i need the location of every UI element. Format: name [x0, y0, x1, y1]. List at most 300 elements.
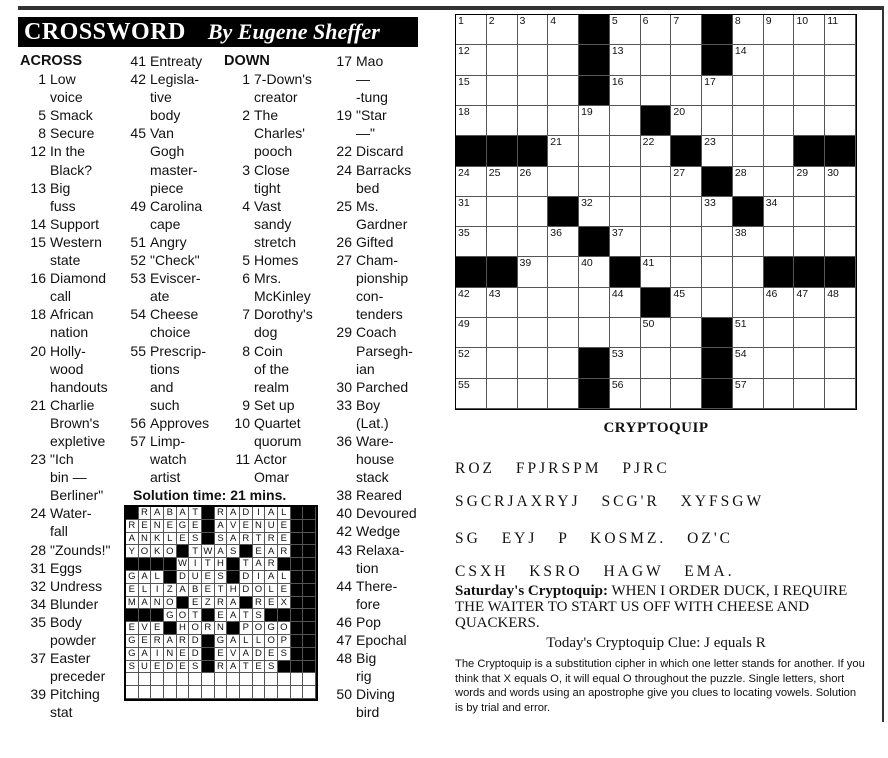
solution-cell: I — [253, 507, 266, 520]
grid-cell[interactable] — [733, 15, 764, 45]
grid-cell[interactable] — [702, 76, 733, 106]
grid-cell[interactable] — [825, 227, 856, 257]
grid-cell[interactable] — [487, 379, 518, 409]
clue-text: Berliner" — [50, 487, 104, 504]
clue-text: Charlie — [50, 396, 95, 413]
grid-cell[interactable] — [733, 167, 764, 197]
clue-column — [20, 52, 120, 721]
grid-cell[interactable] — [641, 45, 672, 75]
clue-text: Mao — [356, 53, 384, 69]
grid-cell[interactable] — [702, 106, 733, 136]
clue-text: bed — [356, 179, 380, 196]
clue-number: 26 — [336, 233, 352, 250]
grid-cell[interactable] — [825, 197, 856, 227]
grid-cell[interactable] — [579, 136, 610, 166]
clue-number — [224, 378, 254, 396]
clue-line — [326, 450, 426, 468]
solution-cell — [265, 673, 278, 686]
grid-cell[interactable] — [825, 167, 856, 197]
grid-cell[interactable] — [794, 379, 825, 409]
clue-line — [20, 70, 120, 88]
clue-line — [326, 323, 426, 341]
grid-cell[interactable] — [764, 136, 795, 166]
grid-cell[interactable] — [671, 227, 702, 257]
clue-text: and — [150, 378, 174, 395]
solution-black-cell — [202, 533, 215, 546]
solution-black-cell — [240, 545, 253, 558]
solution-cell: O — [164, 597, 177, 610]
solution-cell: A — [265, 545, 278, 558]
grid-cell[interactable] — [671, 379, 702, 409]
solution-black-cell — [303, 597, 316, 610]
down-header: DOWN — [224, 53, 270, 69]
clue-number — [326, 450, 356, 468]
clue-text: ate — [150, 288, 170, 305]
clue-line — [20, 667, 120, 685]
clue-number — [326, 414, 356, 432]
grid-cell[interactable] — [518, 106, 549, 136]
grid-cell[interactable] — [671, 15, 702, 45]
grid-cell[interactable] — [518, 227, 549, 257]
grid-black-cell — [579, 227, 610, 257]
grid-cell[interactable] — [456, 348, 487, 378]
grid-cell[interactable] — [518, 167, 549, 197]
grid-cell[interactable] — [456, 106, 487, 136]
clue-number — [20, 414, 50, 432]
solution-cell — [151, 686, 164, 699]
grid-cell[interactable] — [487, 76, 518, 106]
solution-cell: M — [126, 597, 139, 610]
grid-cell[interactable] — [610, 76, 641, 106]
solution-cell: E — [164, 520, 177, 533]
clue-line — [20, 215, 120, 233]
grid-cell[interactable] — [548, 318, 579, 348]
grid-cell[interactable] — [794, 288, 825, 318]
grid-cell[interactable] — [825, 379, 856, 409]
clue-number: 48 — [336, 650, 352, 667]
grid-cell-number: 13 — [611, 45, 624, 58]
clue-number — [20, 161, 50, 179]
clue-number — [20, 88, 50, 106]
grid-cell[interactable] — [548, 15, 579, 45]
grid-cell[interactable] — [548, 348, 579, 378]
grid-cell[interactable] — [764, 379, 795, 409]
solution-cell: D — [189, 648, 202, 661]
solution-cell: A — [227, 661, 240, 674]
clue-line — [326, 486, 426, 504]
grid-black-cell — [456, 257, 487, 287]
grid-cell-number: 49 — [458, 318, 470, 331]
grid-cell[interactable] — [610, 318, 641, 348]
solution-black-cell — [291, 648, 304, 661]
solution-cell: T — [189, 545, 202, 558]
solution-black-cell — [278, 558, 291, 571]
solution-cell: A — [227, 635, 240, 648]
grid-cell[interactable] — [487, 288, 518, 318]
grid-cell[interactable] — [487, 167, 518, 197]
clue-text: state — [50, 252, 81, 269]
grid-cell[interactable] — [610, 136, 641, 166]
clue-line — [20, 88, 120, 106]
grid-cell[interactable] — [610, 288, 641, 318]
solution-black-cell — [291, 622, 304, 635]
grid-cell[interactable] — [794, 45, 825, 75]
grid-cell[interactable] — [794, 106, 825, 136]
grid-cell-number: 2 — [488, 15, 495, 27]
clue-number — [224, 233, 254, 251]
solution-cell: R — [240, 533, 253, 546]
grid-cell[interactable] — [548, 227, 579, 257]
clue-line — [120, 414, 220, 432]
grid-cell[interactable] — [518, 348, 549, 378]
grid-cell[interactable] — [764, 288, 795, 318]
solution-cell: A — [265, 571, 278, 584]
grid-cell-number: 4 — [550, 15, 557, 27]
grid-cell[interactable] — [794, 348, 825, 378]
grid-cell[interactable] — [548, 257, 579, 287]
grid-cell[interactable] — [764, 45, 795, 75]
clue-text: fuss — [50, 197, 76, 214]
grid-cell-number: 30 — [827, 166, 839, 179]
clue-line — [326, 649, 426, 667]
solution-black-cell — [291, 545, 304, 558]
grid-cell[interactable] — [548, 288, 579, 318]
grid-cell[interactable] — [456, 15, 487, 45]
clue-line — [20, 360, 120, 378]
grid-cell[interactable] — [733, 257, 764, 287]
answer-label: Saturday's Cryptoquip: — [455, 583, 608, 599]
grid-cell-number: 34 — [765, 196, 778, 209]
clue-line — [326, 631, 426, 649]
clue-line — [20, 703, 120, 721]
grid-cell[interactable] — [518, 76, 549, 106]
solution-cell: G — [177, 520, 190, 533]
grid-cell[interactable] — [456, 197, 487, 227]
clue-line — [326, 685, 426, 703]
grid-cell[interactable] — [579, 106, 610, 136]
grid-cell[interactable] — [764, 348, 795, 378]
clue-text: cape — [150, 215, 181, 232]
clue-text: Big — [50, 179, 71, 196]
clue-number — [120, 360, 150, 378]
grid-cell[interactable] — [794, 167, 825, 197]
solution-cell: E — [240, 520, 253, 533]
grid-cell[interactable] — [579, 167, 610, 197]
clue-line — [326, 595, 426, 613]
clue-line — [20, 631, 120, 649]
clue-line — [326, 287, 426, 305]
clue-number: 55 — [130, 342, 146, 359]
grid-cell[interactable] — [671, 167, 702, 197]
grid-black-cell — [702, 167, 733, 197]
clue-number — [326, 703, 356, 721]
grid-cell[interactable] — [825, 318, 856, 348]
clue-text: quorum — [254, 432, 302, 449]
clue-text: dog — [254, 324, 278, 341]
grid-cell[interactable] — [671, 348, 702, 378]
clue-number: 50 — [336, 686, 352, 703]
grid-cell[interactable] — [548, 106, 579, 136]
solution-cell: O — [278, 622, 291, 635]
grid-cell[interactable] — [733, 348, 764, 378]
grid-cell[interactable] — [794, 197, 825, 227]
solution-black-cell — [291, 507, 304, 520]
clue-line — [120, 179, 220, 197]
grid-cell[interactable] — [456, 45, 487, 75]
grid-black-cell — [825, 257, 856, 287]
solution-cell: A — [139, 597, 152, 610]
grid-cell[interactable] — [487, 348, 518, 378]
grid-cell[interactable] — [641, 76, 672, 106]
grid-cell[interactable] — [518, 15, 549, 45]
clue-line — [120, 323, 220, 341]
grid-cell-number: 46 — [765, 287, 778, 300]
grid-cell[interactable] — [733, 136, 764, 166]
grid-cell[interactable] — [764, 197, 795, 227]
grid-cell[interactable] — [487, 106, 518, 136]
clue-line — [224, 432, 324, 450]
grid-cell[interactable] — [671, 106, 702, 136]
grid-cell[interactable] — [518, 197, 549, 227]
cryptoquip-line: SG EYJ P KOSMZ. OZ'C — [455, 530, 733, 547]
grid-cell[interactable] — [641, 227, 672, 257]
clue-text: Approves — [150, 414, 210, 431]
clue-text: handouts — [50, 378, 108, 395]
solution-black-cell — [202, 648, 215, 661]
clue-text: stat — [50, 704, 73, 721]
solution-black-cell — [291, 533, 304, 546]
grid-cell-number: 28 — [734, 166, 747, 179]
clue-line — [120, 450, 220, 468]
clue-line — [326, 305, 426, 323]
grid-cell[interactable] — [671, 318, 702, 348]
clue-number: 32 — [30, 577, 46, 594]
solution-cell — [215, 673, 228, 686]
clue-text: Limp- — [150, 432, 186, 449]
grid-cell[interactable] — [610, 15, 641, 45]
grid-cell[interactable] — [487, 227, 518, 257]
clue-line — [326, 613, 426, 631]
grid-cell[interactable] — [794, 227, 825, 257]
solution-cell: Y — [126, 545, 139, 558]
grid-cell[interactable] — [518, 257, 549, 287]
across-header: ACROSS — [20, 53, 83, 69]
solution-cell — [151, 673, 164, 686]
grid-cell[interactable] — [641, 15, 672, 45]
grid-cell[interactable] — [702, 227, 733, 257]
grid-cell[interactable] — [764, 106, 795, 136]
grid-cell[interactable] — [610, 348, 641, 378]
clue-number: 1 — [242, 71, 250, 88]
solution-black-cell — [151, 558, 164, 571]
grid-cell[interactable] — [641, 257, 672, 287]
clue-line — [326, 342, 426, 360]
cryptoquip-clue: Today's Cryptoquip Clue: J equals R — [546, 635, 766, 651]
grid-cell[interactable] — [764, 318, 795, 348]
grid-cell[interactable] — [764, 76, 795, 106]
clue-line — [326, 396, 426, 414]
grid-cell[interactable] — [548, 45, 579, 75]
grid-cell[interactable] — [487, 197, 518, 227]
grid-cell[interactable] — [579, 288, 610, 318]
clue-text: stack — [356, 469, 389, 486]
clue-text: Boy — [356, 396, 381, 413]
solution-cell: E — [253, 661, 266, 674]
clue-line — [326, 269, 426, 287]
grid-cell[interactable] — [579, 318, 610, 348]
grid-cell[interactable] — [579, 197, 610, 227]
grid-cell[interactable] — [456, 227, 487, 257]
grid-cell[interactable] — [610, 197, 641, 227]
solution-black-cell — [303, 571, 316, 584]
grid-cell[interactable] — [794, 15, 825, 45]
clue-line — [326, 667, 426, 685]
grid-cell[interactable] — [733, 318, 764, 348]
clue-text: Prescrip- — [150, 342, 207, 359]
grid-cell[interactable] — [548, 76, 579, 106]
solution-cell: S — [126, 661, 139, 674]
grid-cell[interactable] — [764, 15, 795, 45]
clue-line — [326, 52, 426, 70]
grid-black-cell — [702, 318, 733, 348]
grid-cell[interactable] — [487, 15, 518, 45]
clue-number: 14 — [30, 215, 46, 232]
grid-cell[interactable] — [487, 45, 518, 75]
grid-cell[interactable] — [456, 288, 487, 318]
grid-cell[interactable] — [641, 318, 672, 348]
grid-cell[interactable] — [487, 318, 518, 348]
solution-black-cell — [303, 533, 316, 546]
grid-cell[interactable] — [825, 348, 856, 378]
clue-number: 11 — [235, 451, 250, 468]
grid-cell[interactable] — [702, 136, 733, 166]
grid-cell[interactable] — [548, 379, 579, 409]
grid-cell[interactable] — [671, 197, 702, 227]
solution-cell: X — [278, 597, 291, 610]
grid-cell[interactable] — [764, 227, 795, 257]
grid-cell[interactable] — [579, 257, 610, 287]
grid-cell[interactable] — [456, 379, 487, 409]
grid-black-cell — [548, 197, 579, 227]
grid-cell[interactable] — [641, 379, 672, 409]
clue-number — [326, 269, 356, 287]
grid-cell[interactable] — [702, 257, 733, 287]
solution-black-cell — [291, 558, 304, 571]
clue-line — [224, 269, 324, 287]
grid-cell[interactable] — [610, 227, 641, 257]
grid-cell[interactable] — [733, 76, 764, 106]
clue-text: nation — [50, 324, 89, 341]
grid-cell[interactable] — [702, 288, 733, 318]
grid-cell[interactable] — [825, 76, 856, 106]
grid-black-cell — [641, 106, 672, 136]
solution-cell: A — [139, 648, 152, 661]
grid-cell[interactable] — [641, 197, 672, 227]
grid-cell-number: 23 — [704, 136, 716, 149]
grid-cell-number: 43 — [488, 287, 501, 300]
grid-cell[interactable] — [825, 288, 856, 318]
clue-text: "Zounds!" — [50, 541, 111, 558]
clue-number: 7 — [242, 306, 250, 323]
clue-number — [326, 215, 356, 233]
clue-text: — — [356, 71, 370, 88]
grid-cell[interactable] — [671, 257, 702, 287]
clue-number — [20, 667, 50, 685]
grid-cell[interactable] — [548, 167, 579, 197]
clue-text: Pitching — [50, 686, 100, 703]
solution-cell: R — [126, 520, 139, 533]
grid-cell[interactable] — [518, 379, 549, 409]
grid-cell[interactable] — [641, 167, 672, 197]
solution-cell: E — [202, 584, 215, 597]
grid-cell[interactable] — [518, 45, 549, 75]
clue-line — [20, 450, 120, 468]
grid-cell[interactable] — [610, 45, 641, 75]
grid-cell-number: 9 — [765, 15, 772, 27]
grid-cell[interactable] — [641, 136, 672, 166]
clue-text: pooch — [254, 143, 293, 160]
solution-black-cell — [291, 571, 304, 584]
clue-number: 19 — [336, 107, 352, 124]
grid-cell[interactable] — [825, 106, 856, 136]
grid-cell[interactable] — [825, 15, 856, 45]
grid-cell[interactable] — [610, 106, 641, 136]
grid-cell[interactable] — [641, 348, 672, 378]
grid-black-cell — [764, 257, 795, 287]
grid-cell[interactable] — [733, 227, 764, 257]
grid-cell[interactable] — [518, 288, 549, 318]
grid-cell[interactable] — [702, 197, 733, 227]
grid-cell[interactable] — [456, 167, 487, 197]
clue-number: 44 — [336, 577, 352, 594]
grid-cell[interactable] — [456, 76, 487, 106]
clue-number: 1 — [38, 71, 46, 88]
clue-number — [20, 432, 50, 450]
clue-text: Cheese — [150, 306, 199, 323]
grid-cell[interactable] — [794, 318, 825, 348]
grid-cell[interactable] — [764, 167, 795, 197]
grid-cell[interactable] — [733, 45, 764, 75]
grid-cell[interactable] — [548, 136, 579, 166]
grid-cell-number: 50 — [642, 318, 655, 331]
grid-cell-number: 1 — [458, 15, 464, 27]
grid-cell-number: 32 — [581, 196, 593, 209]
solution-cell: B — [189, 584, 202, 597]
grid-cell[interactable] — [825, 45, 856, 75]
grid-cell[interactable] — [610, 167, 641, 197]
grid-cell[interactable] — [671, 288, 702, 318]
grid-cell[interactable] — [610, 379, 641, 409]
solution-cell: R — [278, 545, 291, 558]
grid-cell[interactable] — [671, 45, 702, 75]
solution-cell: D — [177, 571, 190, 584]
grid-cell[interactable] — [518, 318, 549, 348]
clue-number — [326, 468, 356, 486]
grid-cell[interactable] — [733, 106, 764, 136]
solution-black-cell — [265, 609, 278, 622]
clue-text: Secure — [50, 125, 95, 142]
solution-cell: G — [126, 648, 139, 661]
grid-cell[interactable] — [733, 288, 764, 318]
clue-number — [120, 106, 150, 124]
clue-number: 57 — [130, 432, 146, 449]
grid-cell[interactable] — [733, 379, 764, 409]
clue-line — [224, 179, 324, 197]
grid-cell[interactable] — [671, 76, 702, 106]
clue-number: 24 — [30, 505, 46, 522]
grid-cell[interactable] — [794, 76, 825, 106]
grid-cell[interactable] — [456, 318, 487, 348]
